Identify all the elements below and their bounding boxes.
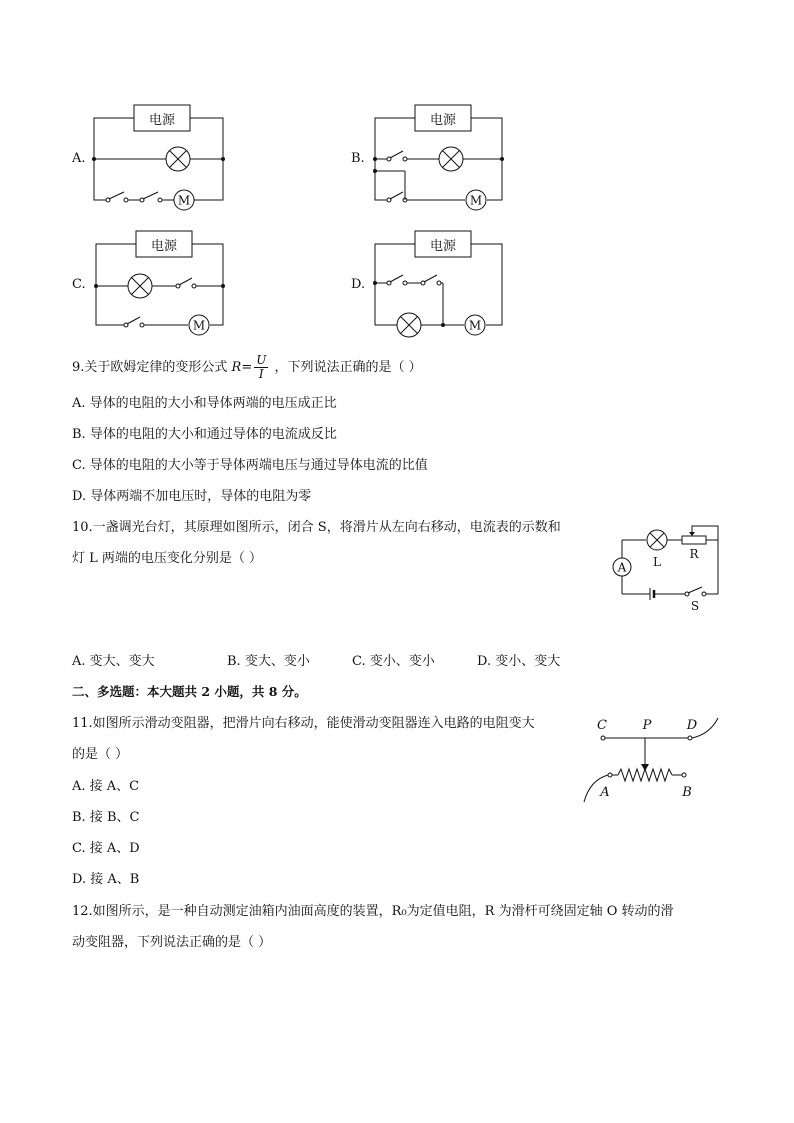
q9-stem-suffix: ，下列说法正确的是（ ） bbox=[274, 360, 422, 375]
q9-formula-numerator: U bbox=[256, 353, 267, 367]
q8-options bbox=[0, 0, 794, 340]
q10-option-a: A. 变大、变大 bbox=[72, 654, 155, 669]
q11-option-b: B. 接 B、C bbox=[72, 810, 140, 825]
q9-option-d: D. 导体两端不加电压时，导体的电阻为零 bbox=[72, 489, 312, 504]
q9-stem bbox=[72, 354, 422, 382]
section2-title: 二、多选题：本大题共 2 小题，共 8 分。 bbox=[72, 684, 307, 699]
q10-option-b: B. 变大、变小 bbox=[227, 654, 310, 669]
q12-stem-line1: 12.如图所示，是一种自动测定油箱内油面高度的装置，R₀为定值电阻，R 为滑杆可绕固定轴 O 转动的滑 bbox=[72, 904, 674, 919]
q8-option-a-letter: A. bbox=[72, 151, 86, 166]
q12-stem-line2: 动变阻器，下列说法正确的是（ ） bbox=[72, 935, 272, 950]
q9-formula-fraction bbox=[254, 354, 268, 381]
q8-d-source-label: 电源 bbox=[429, 239, 457, 254]
q8-option-b-letter: B. bbox=[351, 151, 365, 166]
q8-c-source-label: 电源 bbox=[150, 239, 178, 254]
q11-option-d: D. 接 A、B bbox=[72, 872, 140, 887]
q10-ammeter-label: A bbox=[617, 560, 627, 575]
q11-label-b: B bbox=[682, 785, 692, 800]
q8-b-source-label: 电源 bbox=[429, 113, 457, 128]
q8-circuit-d bbox=[369, 230, 511, 340]
q8-b-motor-label: M bbox=[469, 193, 483, 208]
q10-stem-line1: 10.一盏调光台灯，其原理如图所示，闭合 S，将滑片从左向右移动，电流表的示数和 bbox=[72, 520, 561, 535]
q8-a-motor-label: M bbox=[177, 193, 191, 208]
q11-label-a: A bbox=[600, 785, 610, 800]
q8-c-motor-label: M bbox=[192, 318, 206, 333]
q10-figure bbox=[606, 522, 726, 614]
q10-option-c: C. 变小、变小 bbox=[352, 654, 435, 669]
q8-option-c-letter: C. bbox=[72, 277, 86, 292]
q11-option-c: C. 接 A、D bbox=[72, 841, 140, 856]
q8-option-d-letter: D. bbox=[351, 277, 366, 292]
q8-circuit-a bbox=[88, 104, 230, 214]
q11-option-a: A. 接 A、C bbox=[72, 779, 140, 794]
q9-option-b: B. 导体的电阻的大小和通过导体的电流成反比 bbox=[72, 427, 337, 442]
q9-option-c: C. 导体的电阻的大小等于导体两端电压与通过导体电流的比值 bbox=[72, 458, 428, 473]
q9-stem-prefix: 9.关于欧姆定律的变形公式 bbox=[72, 360, 228, 375]
q11-label-c: C bbox=[597, 718, 607, 733]
q11-figure bbox=[578, 712, 728, 804]
q9-formula-denominator: I bbox=[258, 367, 264, 381]
q11-stem-line1: 11.如图所示滑动变阻器，把滑片向右移动，能使滑动变阻器连入电路的电阻变大 bbox=[72, 716, 535, 731]
q10-lamp-label: L bbox=[653, 555, 661, 569]
q11-label-d: D bbox=[686, 718, 698, 733]
q8-circuit-b bbox=[369, 104, 511, 214]
q10-rheostat-label: R bbox=[689, 547, 699, 561]
q9-formula-lhs: R= bbox=[231, 360, 253, 375]
q10-switch-label: S bbox=[690, 599, 700, 613]
q9-option-a: A. 导体的电阻的大小和导体两端的电压成正比 bbox=[72, 396, 337, 411]
q11-stem-line2: 的是（ ） bbox=[72, 747, 129, 762]
q10-stem-line2: 灯 L 两端的电压变化分别是（ ） bbox=[72, 551, 263, 566]
q8-a-source-label: 电源 bbox=[148, 113, 176, 128]
q11-label-p: P bbox=[642, 718, 652, 733]
q8-circuit-c bbox=[90, 230, 232, 340]
q8-d-motor-label: M bbox=[468, 318, 482, 333]
q10-option-d: D. 变小、变大 bbox=[477, 654, 561, 669]
